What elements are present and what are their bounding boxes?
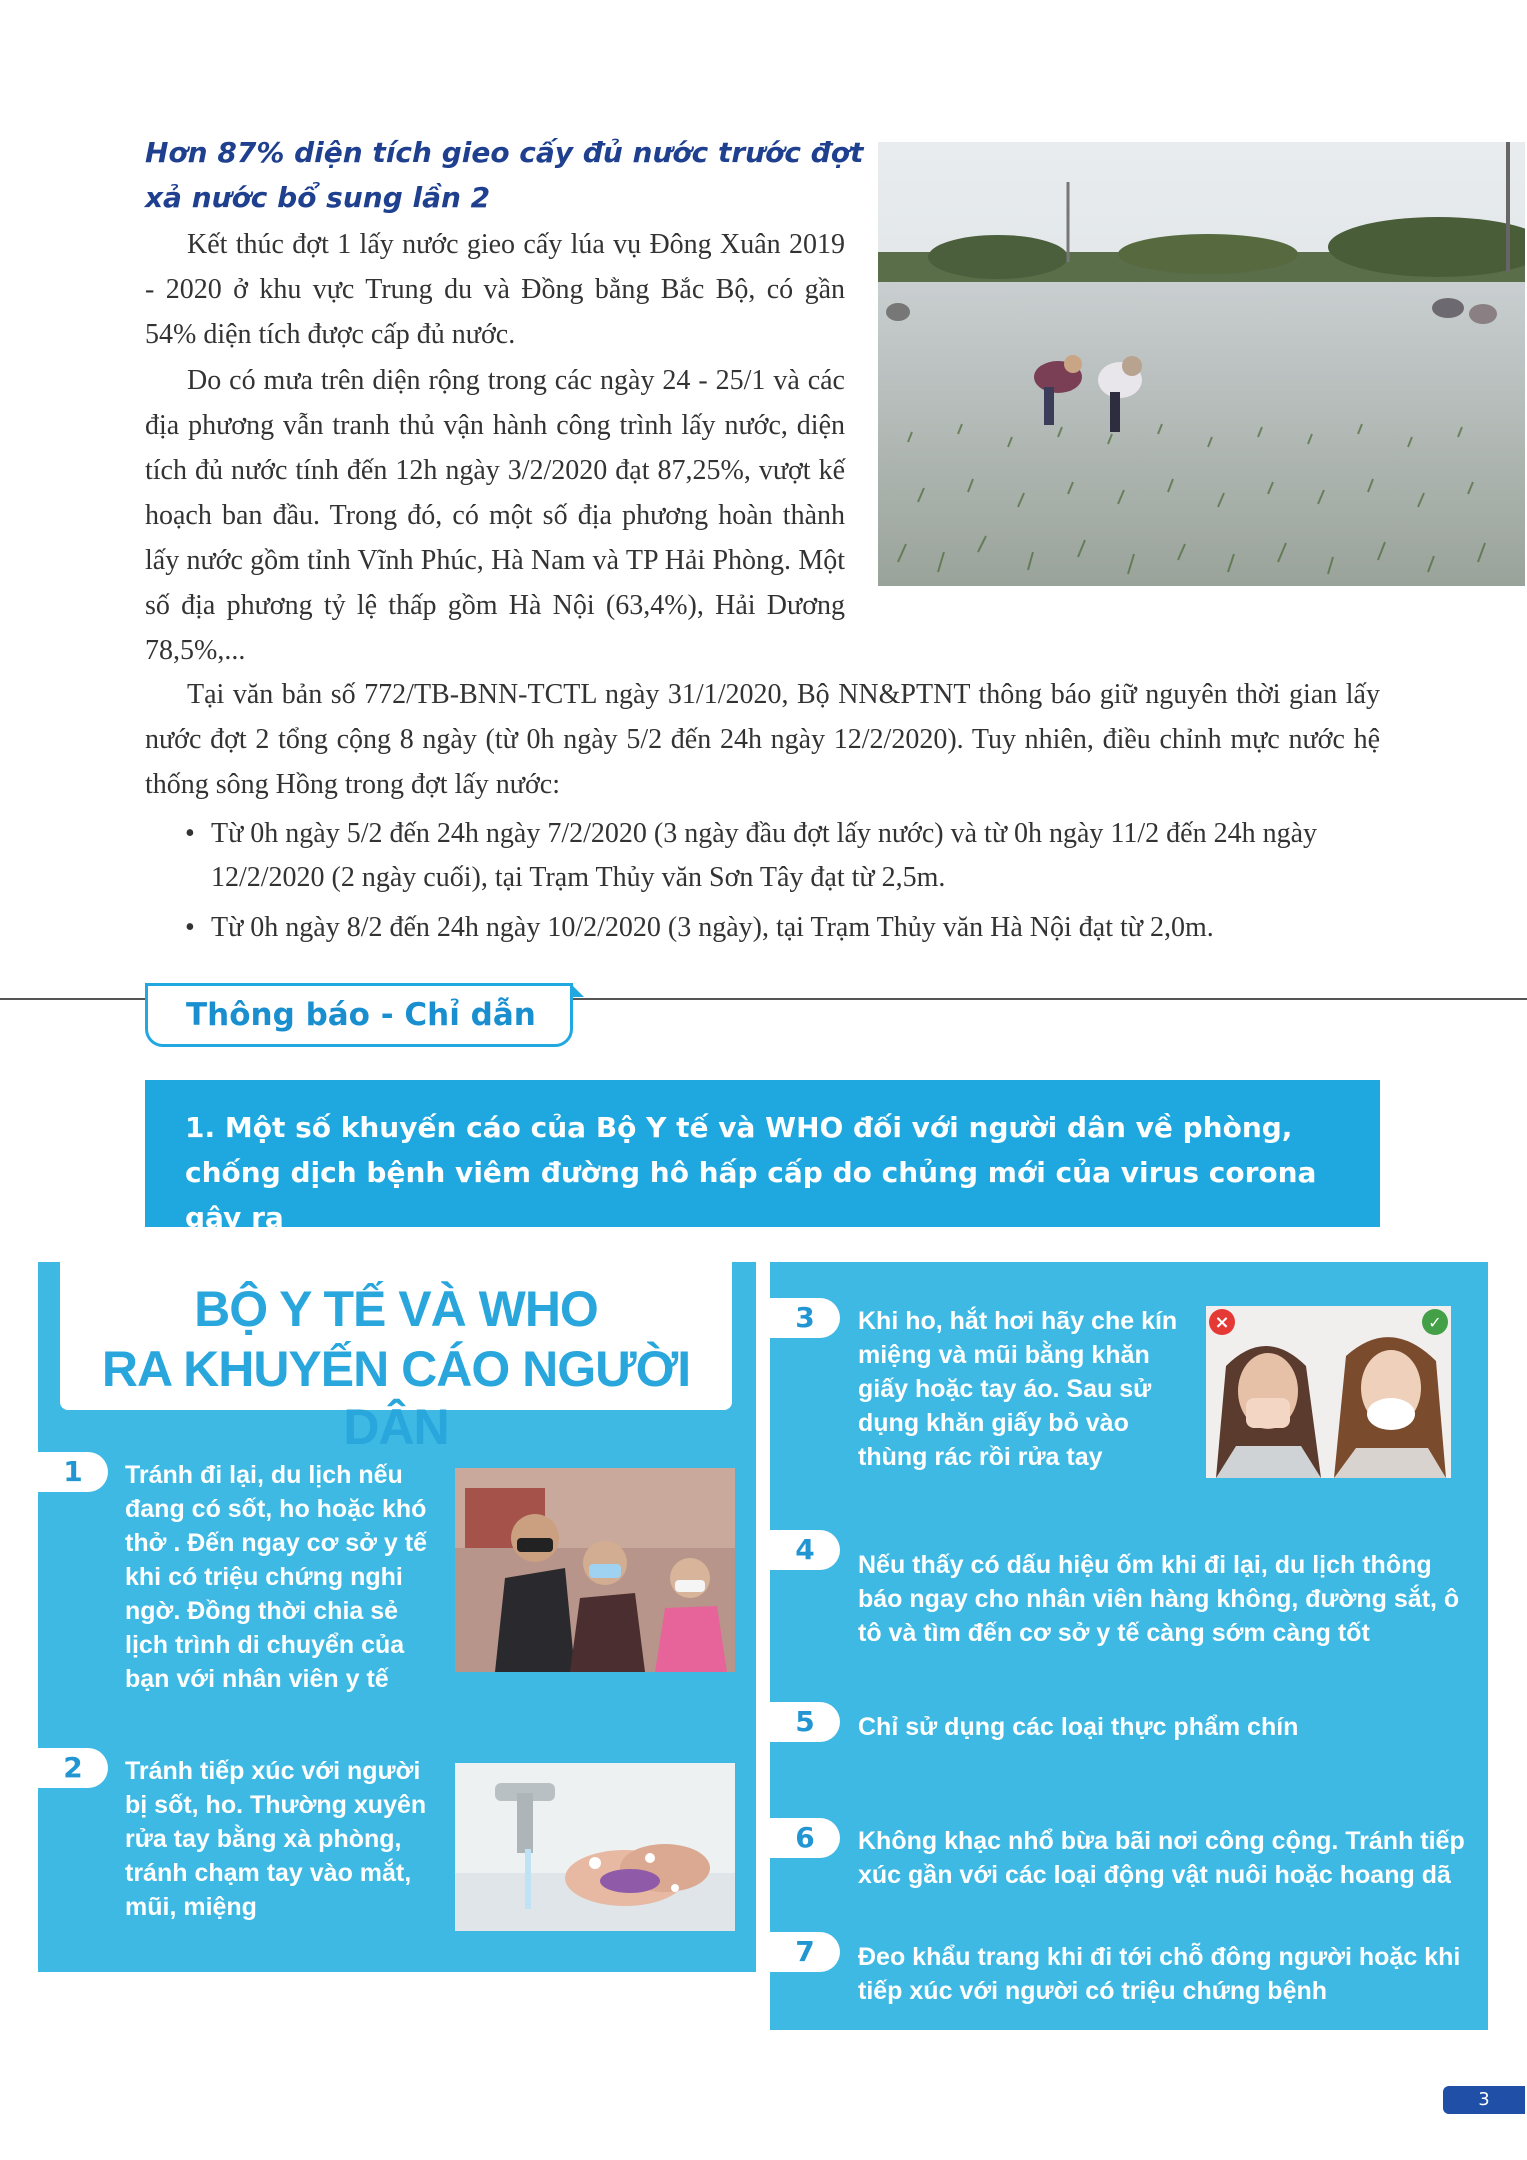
item-number-badge: 7	[770, 1932, 840, 1972]
list-item: • Từ 0h ngày 5/2 đến 24h ngày 7/2/2020 (3 ngày đầu đợt lấy nước) và từ 0h ngày 11/2 đến 24h ngày 12/2/2020 (2 ngày cuối), tại Trạm Thủy văn Sơn Tây đạt từ 2,5m.	[185, 812, 1395, 900]
poster-title-line-1: BỘ Y TẾ VÀ WHO	[194, 1281, 598, 1337]
masked-people-photo	[455, 1468, 735, 1672]
recommendation-item-2: Tránh tiếp xúc với người bị sốt, ho. Thường xuyên rửa tay bằng xà phòng, tránh chạm tay vào mắt, mũi, miệng	[125, 1757, 427, 1921]
page-number: 3	[1443, 2086, 1525, 2114]
item-number-badge: 4	[770, 1530, 840, 1570]
item-number-badge: 5	[770, 1702, 840, 1742]
item-number-badge: 2	[38, 1748, 108, 1788]
poster-title-line-2: RA KHUYẾN CÁO NGƯỜI DÂN	[101, 1341, 691, 1455]
item-number-badge: 6	[770, 1818, 840, 1858]
recommendation-item-1: Tránh đi lại, du lịch nếu đang có sốt, ho hoặc khó thở . Đến ngay cơ sở y tế khi có triệu chứng nghi ngờ. Đồng thời chia sẻ lịch trình di chuyển của bạn với nhân viên y tế	[125, 1461, 428, 1693]
item-number-badge: 3	[770, 1298, 840, 1338]
list-item: • Từ 0h ngày 8/2 đến 24h ngày 10/2/2020 (3 ngày), tại Trạm Thủy văn Hà Nội đạt từ 2,0m.	[185, 906, 1395, 950]
recommendation-item-6: Không khạc nhổ bừa bãi nơi công cộng. Tránh tiếp xúc gần với các loại động vật nuôi hoặc hoang dã	[858, 1827, 1465, 1889]
recommendation-item-4: Nếu thấy có dấu hiệu ốm khi đi lại, du lịch thông báo ngay cho nhân viên hàng không, đường sắt, ô tô và tìm đến cơ sở y tế càng sớm càng tốt	[858, 1551, 1460, 1647]
handwashing-photo	[455, 1763, 735, 1931]
notice-banner: 1. Một số khuyến cáo của Bộ Y tế và WHO đối với người dân về phòng, chống dịch bệnh viêm đường hô hấp cấp do chủng mới của virus corona gây ra	[145, 1080, 1380, 1227]
article-heading: Hơn 87% diện tích gieo cấy đủ nước trước đợt xả nước bổ sung lần 2	[145, 136, 864, 214]
poster-title-box	[60, 1262, 732, 1455]
svg-text:✓: ✓	[1428, 1313, 1442, 1332]
recommendation-item-7: Đeo khẩu trang khi đi tới chỗ đông người hoặc khi tiếp xúc với người có triệu chứng bệnh	[858, 1943, 1461, 2005]
recommendation-item-5: Chỉ sử dụng các loại thực phẩm chín	[858, 1713, 1299, 1741]
rice-field-photo	[878, 142, 1525, 586]
tag-corner-decoration	[570, 983, 584, 997]
section-tag: Thông báo - Chỉ dẫn	[145, 983, 573, 1047]
sneezing-photo	[1206, 1306, 1451, 1478]
article-bullet-list	[185, 812, 1395, 956]
recommendation-item-3: Khi ho, hắt hơi hãy che kín miệng và mũi bằng khăn giấy hoặc tay áo. Sau sử dụng khăn giấy bỏ vào thùng rác rồi rửa tay	[858, 1307, 1178, 1471]
item-number-badge: 1	[38, 1452, 108, 1492]
article-paragraph-1: Kết thúc đợt 1 lấy nước gieo cấy lúa vụ Đông Xuân 2019 - 2020 ở khu vực Trung du và Đồng bằng Bắc Bộ, có gần 54% diện tích được cấp đủ nước.	[145, 229, 845, 350]
article-paragraph-3: Tại văn bản số 772/TB-BNN-TCTL ngày 31/1/2020, Bộ NN&PTNT thông báo giữ nguyên thời gian lấy nước đợt 2 tổng cộng 8 ngày (từ 0h ngày 5/2 đến 24h ngày 12/2/2020). Tuy nhiên, điều chỉnh mực nước hệ thống sông Hồng trong đợt lấy nước:	[145, 679, 1380, 800]
svg-text:×: ×	[1214, 1312, 1230, 1333]
article-paragraph-2: Do có mưa trên diện rộng trong các ngày 24 - 25/1 và các địa phương vẫn tranh thủ vận hành công trình lấy nước, diện tích đủ nước tính đến 12h ngày 3/2/2020 đạt 87,25%, vượt kế hoạch ban đầu. Trong đó, có một số địa phương hoàn thành lấy nước gồm tỉnh Vĩnh Phúc, Hà Nam và TP Hải Phòng. Một số địa phương tỷ lệ thấp gồm Hà Nội (63,4%), Hải Dương 78,5%,...	[145, 365, 845, 666]
